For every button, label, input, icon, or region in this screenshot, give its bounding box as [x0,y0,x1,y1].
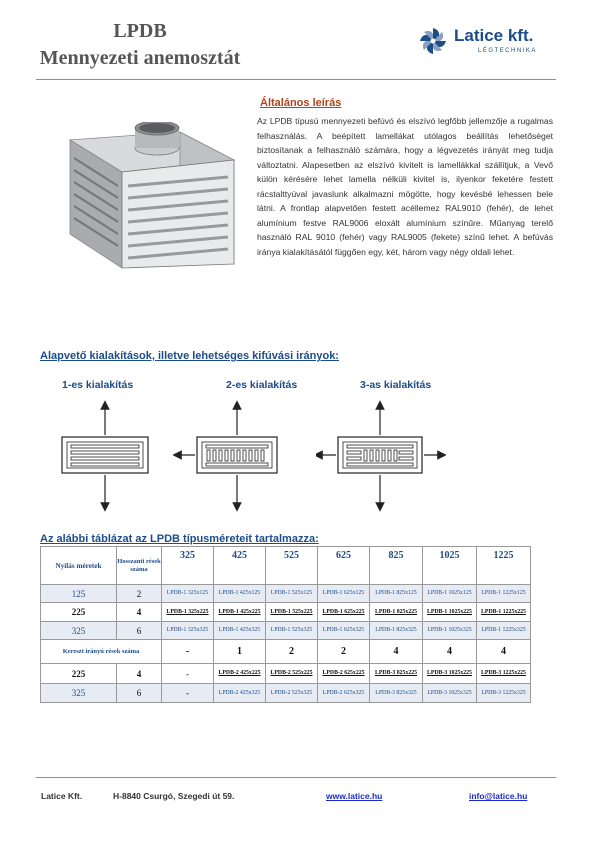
table-cell: LPDB-1 625x325 [318,622,370,640]
table-header-row [41,547,531,585]
table-cell: LPDB-3 1025x225 [423,664,477,684]
row-count: 6 [117,684,162,703]
table-cell: LPDB-1 325x125 [162,585,214,603]
description-text: Az LPDB típusú mennyezeti befúvó és elszívó legfőbb jellemzője a rugalmas felhasználás. A beépített lamellákat utólagos beállítás lehetőséget biztosítanak a felhasználó számára, hogy a légvezetés irányát meg tudja változtatni. Alapesetben az elszívó kivitelt is lamellákkal szállítjuk, a Vevő külön kérésére lehet lamella nélküli kivitel is, ilyenkor feketére festett rácstalttyúval javaslunk alkalmazni mögötte, hogy kevésbé lehessen bele látni. A frontlap alapvetően festett acéllemez RAL9010 (fehér), de lehet alumínium festve RAL9006 eloxált alumínium színűre. Műanyag terelő használó RAL 9010 (fehér) vagy RAL9005 (fekete) színű lehet. A befúvás iránya kialakításától függően egy, két, három vagy négy oldali lehet. [257,116,553,257]
table-cell: LPDB-1 1025x325 [423,622,477,640]
cross-count: - [162,640,214,664]
table-cell: LPDB-3 1225x325 [477,684,531,703]
column-header: 825 [370,547,423,585]
row-size: 125 [41,585,117,603]
table-cell: - [162,684,214,703]
fan-logo-icon [418,26,448,56]
table-cell: LPDB-1 625x125 [318,585,370,603]
table-cell: LPDB-3 825x225 [370,664,423,684]
table-cell: LPDB-1 825x225 [370,603,423,622]
cross-count: 4 [423,640,477,664]
table-cell: LPDB-1 325x225 [162,603,214,622]
header-divider [36,79,556,80]
table-cell: LPDB-1 425x225 [214,603,266,622]
table-cell: LPDB-1 1025x225 [423,603,477,622]
table-cell: LPDB-1 525x225 [266,603,318,622]
company-logo [418,24,568,64]
size-table [40,546,531,703]
cross-label: Kereszt irányú rések száma [41,640,162,664]
footer-email-link[interactable]: info@latice.hu [469,791,528,801]
logo-brand: Latice kft. [454,26,534,45]
footer-divider [36,777,556,778]
table-cell: LPDB-1 525x325 [266,622,318,640]
description-title: Általános leírás [260,97,342,109]
table-cell: LPDB-1 1225x125 [477,585,531,603]
table-cell: LPDB-2 625x225 [318,664,370,684]
corner-label: Nyílás méretek [41,547,117,585]
footer-company: Latice Kft. [41,791,83,801]
row-size: 325 [41,622,117,640]
table-row [41,664,531,684]
logo-subtitle: LÉGTECHNIKA [478,48,537,54]
variant-label-2: 2-es kialakítás [226,379,298,391]
row-count: 4 [117,603,162,622]
column-header: 425 [214,547,266,585]
column-header: 625 [318,547,370,585]
row-size: 325 [41,684,117,703]
table-cell: LPDB-2 525x225 [266,664,318,684]
row-size: 225 [41,664,117,684]
variant-label-1: 1-es kialakítás [62,379,134,391]
table-cell: LPDB-3 825x325 [370,684,423,703]
table-row [41,585,531,603]
column-header: 1025 [423,547,477,585]
table-cell: LPDB-2 625x325 [318,684,370,703]
row-count: 6 [117,622,162,640]
variant-diagram-1 [50,397,160,517]
table-cell: LPDB-1 825x325 [370,622,423,640]
table-cell: LPDB-1 625x225 [318,603,370,622]
cross-count: 4 [370,640,423,664]
table-row [41,603,531,622]
table-cell: LPDB-1 425x325 [214,622,266,640]
cross-count: 2 [318,640,370,664]
table-cell: LPDB-1 1225x225 [477,603,531,622]
table-cell: LPDB-1 525x125 [266,585,318,603]
table-cell: LPDB-1 825x125 [370,585,423,603]
footer-address: H-8840 Csurgó, Szegedi út 59. [113,791,235,801]
table-row [41,684,531,703]
variant-diagram-3 [316,397,446,517]
product-illustration [62,122,242,272]
row-count: 2 [117,585,162,603]
column-header: 525 [266,547,318,585]
table-title: Az alábbi táblázat az LPDB típusméreteit tartalmazza: [40,533,319,545]
table-cell: LPDB-1 425x125 [214,585,266,603]
column-header: 1225 [477,547,531,585]
page-subtitle: Mennyezeti anemosztát [39,47,241,69]
table-cell: LPDB-3 1025x325 [423,684,477,703]
row-size: 225 [41,603,117,622]
row-count: 4 [117,664,162,684]
variant-label-3: 3-as kialakítás [360,379,432,391]
table-row [41,622,531,640]
table-cell: LPDB-1 1225x325 [477,622,531,640]
cross-count-row [41,640,531,664]
cross-count: 2 [266,640,318,664]
variant-diagram-2 [173,397,293,517]
count-header: Hosszanti rések száma [117,547,162,585]
column-header: 325 [162,547,214,585]
table-cell: LPDB-2 425x325 [214,684,266,703]
variants-title: Alapvető kialakítások, illetve lehetséges kifúvási irányok: [40,350,339,362]
page-title: LPDB [113,20,167,42]
footer-web-link[interactable]: www.latice.hu [326,791,383,801]
table-cell: LPDB-1 325x325 [162,622,214,640]
table-cell: LPDB-2 425x225 [214,664,266,684]
cross-count: 1 [214,640,266,664]
table-cell: LPDB-2 525x325 [266,684,318,703]
table-cell: LPDB-3 1225x225 [477,664,531,684]
table-cell: - [162,664,214,684]
cross-count: 4 [477,640,531,664]
table-cell: LPDB-1 1025x125 [423,585,477,603]
